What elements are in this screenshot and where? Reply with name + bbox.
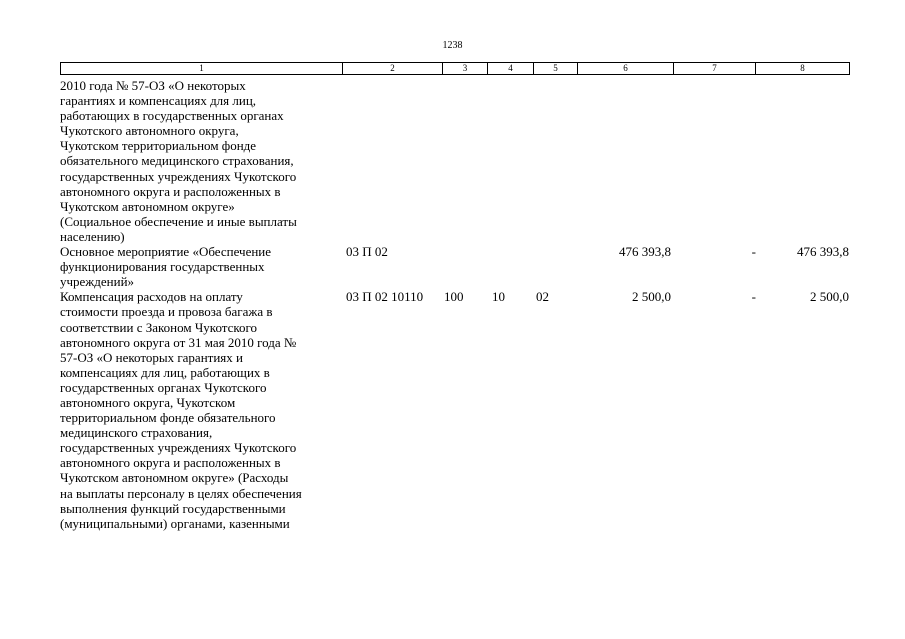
row-rz: 10 [492, 289, 505, 305]
row-code: 03 П 02 10110 [346, 289, 424, 305]
row-name [60, 244, 342, 289]
table-row [60, 289, 849, 531]
column-header-table [60, 62, 850, 75]
row-name-line: автономного округа от 31 мая 2010 года № [60, 334, 297, 350]
column-header-row [61, 63, 850, 75]
row-name-line: учреждений» [60, 274, 135, 290]
row-total: 2 500,0 [810, 289, 849, 305]
row-name-line: функционирования государственных [60, 259, 265, 275]
row-name-line: территориальном фонде обязательного [60, 410, 276, 426]
row-name-line: государственных органах Чукотского [60, 379, 267, 395]
row-name-line: государственных учреждениях Чукотского [60, 168, 297, 184]
row-name-line: населению) [60, 228, 125, 244]
row-code: 03 П 02 [346, 244, 388, 260]
row-name-line: выполнения функций государственными [60, 500, 286, 516]
row-name-line: Основное мероприятие «Обеспечение [60, 244, 272, 260]
row-name-line: обязательного медицинского страхования, [60, 153, 294, 169]
row-change: - [751, 244, 756, 260]
column-header-3: 3 [443, 63, 488, 75]
row-name-line: автономного округа и расположенных в [60, 183, 281, 199]
page-number: 1238 [442, 40, 463, 51]
row-name-line: Чукотском автономном округе» [60, 198, 235, 214]
row-name-line: Компенсация расходов на оплату [60, 289, 243, 305]
row-name-line: компенсациях для лиц, работающих в [60, 364, 270, 380]
row-name [60, 78, 342, 244]
column-header-6: 6 [578, 63, 674, 75]
column-header-8: 8 [756, 63, 850, 75]
row-name-line: (Социальное обеспечение и иные выплаты [60, 213, 297, 229]
row-name-line: 2010 года № 57-ОЗ «О некоторых [60, 78, 246, 93]
row-change: - [751, 289, 756, 305]
row-name [60, 289, 342, 531]
row-name-line: государственных учреждениях Чукотского [60, 440, 297, 456]
budget-table-body [60, 78, 849, 531]
row-name-line: автономного округа и расположенных в [60, 455, 281, 471]
column-header-7: 7 [674, 63, 756, 75]
row-pr: 02 [536, 289, 549, 305]
row-name-line: соответствии с Законом Чукотского [60, 319, 258, 335]
row-name-line: медицинского страхования, [60, 425, 213, 441]
row-sum: 476 393,8 [619, 244, 671, 260]
row-sum: 2 500,0 [632, 289, 671, 305]
row-name-line: автономного округа, Чукотском [60, 394, 236, 410]
row-name-line: стоимости проезда и провоза багажа в [60, 304, 273, 320]
column-header-2: 2 [343, 63, 443, 75]
row-name-line: гарантиях и компенсациях для лиц, [60, 93, 257, 109]
column-header-5: 5 [534, 63, 578, 75]
row-name-line: Чукотском автономном округе» (Расходы [60, 470, 289, 486]
row-name-line: на выплаты персоналу в целях обеспечения [60, 485, 302, 501]
row-name-line: Чукотском территориальном фонде [60, 138, 257, 154]
row-total: 476 393,8 [797, 244, 849, 260]
row-name-line: (муниципальными) органами, казенными [60, 515, 290, 531]
column-header-1: 1 [61, 63, 343, 75]
table-row [60, 78, 849, 244]
table-row [60, 244, 849, 289]
row-name-line: работающих в государственных органах [60, 108, 284, 124]
row-name-line: Чукотского автономного округа, [60, 123, 239, 139]
row-vr: 100 [444, 289, 464, 305]
column-header-4: 4 [488, 63, 534, 75]
row-name-line: 57-ОЗ «О некоторых гарантиях и [60, 349, 243, 365]
